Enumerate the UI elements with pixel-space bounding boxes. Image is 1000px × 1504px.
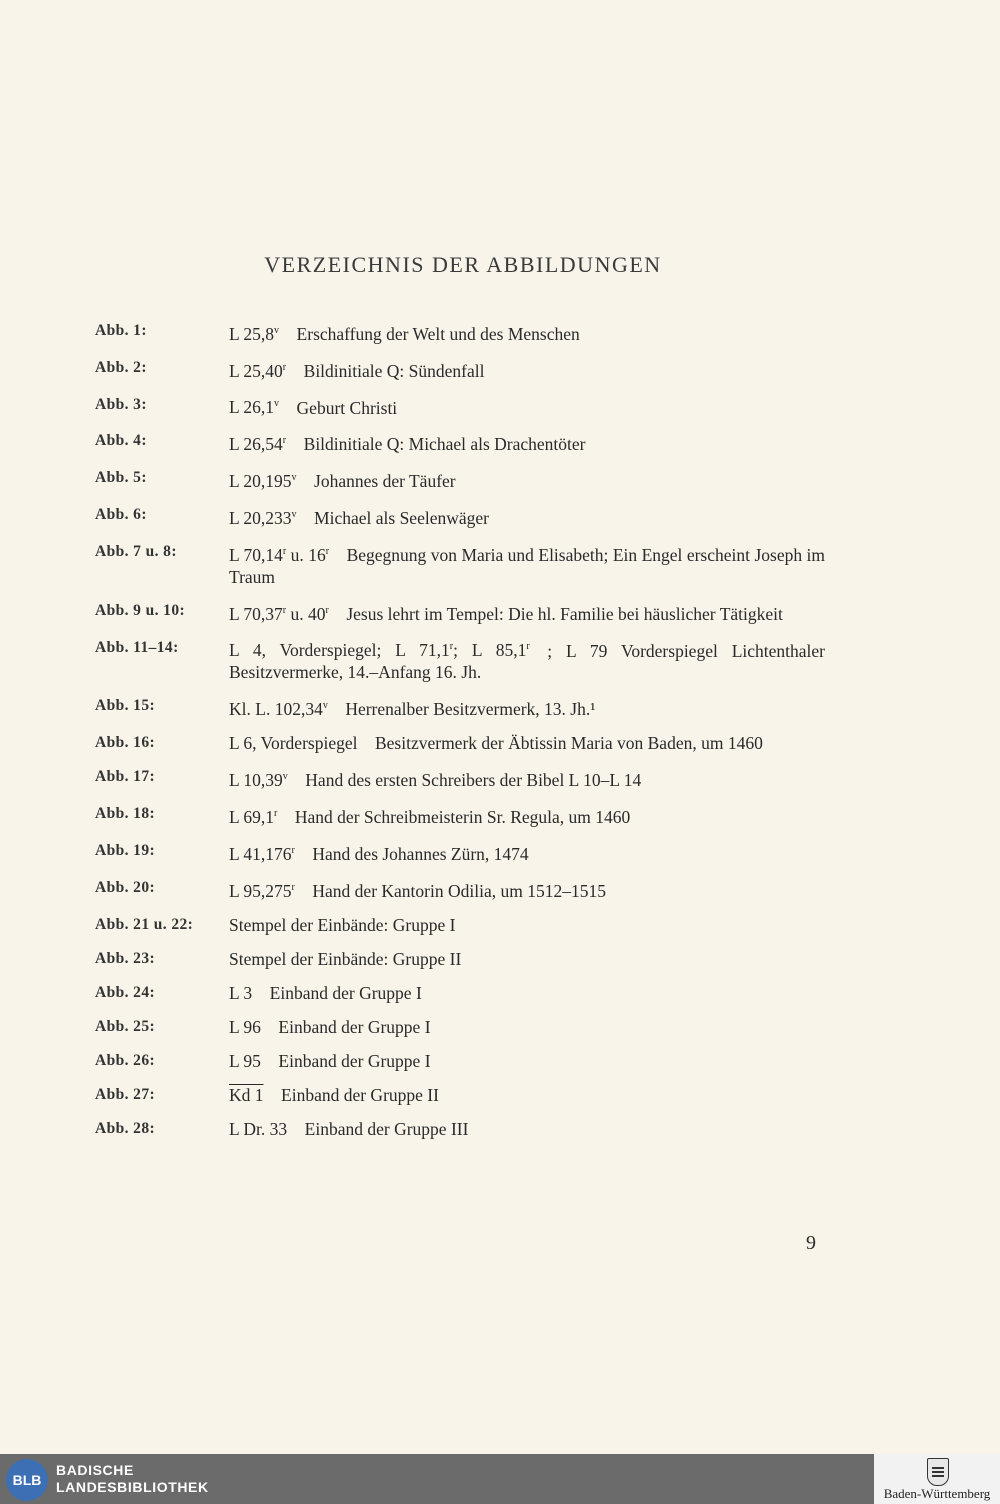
- footer-bar: [0, 1454, 1000, 1504]
- shelfmark: [229, 1119, 287, 1139]
- figure-title: Jesus lehrt im Tempel: Die hl. Familie bei häuslicher Tätigkeit: [346, 603, 783, 624]
- figure-label: Abb. 25:: [95, 1017, 156, 1035]
- figure-entry: [95, 766, 825, 791]
- figure-description: [229, 430, 825, 455]
- shelfmark-text: L 10,39: [229, 770, 283, 791]
- figure-label: Abb. 17:: [95, 768, 156, 786]
- figure-entry: [95, 637, 825, 684]
- state-name: Baden-Württemberg: [883, 1486, 991, 1501]
- figure-label: Abb. 11–14:: [95, 638, 179, 656]
- shelfmark-text-2: ; L 85,1: [453, 640, 527, 661]
- figure-label: Abb. 2:: [95, 358, 147, 376]
- shelfmark: [229, 733, 357, 753]
- figure-label: Abb. 16:: [95, 734, 156, 752]
- figure-label: Abb. 4:: [95, 432, 147, 450]
- figure-description: [229, 732, 825, 754]
- figure-label: Abb. 7 u. 8:: [95, 542, 177, 560]
- folio-side: r: [282, 361, 287, 373]
- shelfmark-text: L 95,275: [229, 880, 292, 901]
- shelfmark-text: L 95: [229, 1050, 261, 1071]
- figure-label: Abb. 15:: [95, 697, 156, 715]
- figure-entry: [95, 948, 825, 970]
- figure-title: Besitzvermerk der Äbtissin Maria von Baden, um 1460: [374, 733, 763, 754]
- figure-label: Abb. 6:: [95, 506, 147, 524]
- shelfmark: [229, 471, 297, 491]
- figure-title: Einband der Gruppe I: [278, 1050, 431, 1071]
- figure-title: Bildinitiale Q: Sündenfall: [303, 360, 485, 381]
- shelfmark: [229, 881, 295, 901]
- figure-label: Abb. 19:: [95, 841, 156, 859]
- shelfmark-text: L 25,40: [229, 360, 283, 381]
- figure-description: [229, 877, 825, 902]
- figure-title: Herrenalber Besitzvermerk, 13. Jh.¹: [345, 699, 596, 720]
- figure-description: [229, 541, 825, 588]
- figure-entry: [95, 394, 825, 419]
- figure-title: Begegnung von Maria und Elisabeth; Ein Engel erscheint Joseph im Traum: [229, 544, 826, 587]
- folio-side: r: [274, 808, 278, 820]
- figure-title: ; L 79 Vorderspiegel Lichtenthaler Besitzvermerke, 14.–Anfang 16. Jh.: [229, 640, 825, 683]
- figure-title: Michael als Seelenwäger: [314, 507, 489, 528]
- figure-description: [229, 695, 825, 720]
- shelfmark-text: L 3: [229, 982, 253, 1003]
- folio-side-2: r: [325, 604, 329, 616]
- figure-title: Einband der Gruppe III: [304, 1118, 469, 1139]
- shelfmark: [229, 361, 286, 381]
- shelfmark: [229, 1085, 264, 1105]
- folio-side: v: [282, 771, 288, 783]
- figure-label: Abb. 21 u. 22:: [95, 915, 194, 933]
- figure-label: Abb. 26:: [95, 1051, 156, 1069]
- figure-label: Abb. 23:: [95, 949, 156, 967]
- shelfmark-text: L 20,195: [229, 471, 292, 492]
- state-logo[interactable]: [874, 1454, 1000, 1504]
- figure-description: [229, 394, 825, 419]
- shelfmark-prefix: Kd 1: [229, 1084, 264, 1105]
- figure-entry: [95, 357, 825, 382]
- figure-title: Hand der Schreibmeisterin Sr. Regula, um 1460: [294, 806, 631, 827]
- figure-label: Abb. 3:: [95, 395, 147, 413]
- figure-description: [229, 467, 825, 492]
- folio-side: v: [322, 700, 328, 712]
- folio-side: v: [291, 509, 297, 521]
- shelfmark: [229, 983, 252, 1003]
- figure-title: Johannes der Täufer: [314, 471, 456, 492]
- figure-description: [229, 1084, 825, 1106]
- figure-description: [229, 357, 825, 382]
- figure-description: [229, 600, 825, 625]
- figure-label: Abb. 24:: [95, 983, 156, 1001]
- figure-entry: [95, 840, 825, 865]
- shelfmark: [229, 844, 295, 864]
- folio-side: v: [274, 398, 280, 410]
- figure-label: Abb. 18:: [95, 805, 156, 823]
- shelfmark-text: L 20,233: [229, 507, 292, 528]
- figure-title: Hand des ersten Schreibers der Bibel L 10–L 14: [305, 770, 642, 791]
- shelfmark: [229, 699, 328, 719]
- shelfmark-text: L 96: [229, 1016, 261, 1037]
- folio-side: v: [291, 472, 297, 484]
- figure-entry: [95, 504, 825, 529]
- figure-entry: [95, 467, 825, 492]
- figure-description: [229, 320, 825, 345]
- figure-title: Erschaffung der Welt und des Menschen: [296, 323, 580, 344]
- figure-entry: [95, 320, 825, 345]
- shelfmark: [229, 640, 530, 660]
- blb-logo[interactable]: BLB: [6, 1459, 48, 1501]
- figure-title: Hand der Kantorin Odilia, um 1512–1515: [312, 880, 606, 901]
- shelfmark: [229, 545, 329, 565]
- folio-side-2: r: [325, 545, 330, 557]
- shelfmark-text: L 4, Vorderspiegel; L 71,1: [229, 640, 450, 661]
- figure-title: Bildinitiale Q: Michael als Drachentöter: [303, 434, 586, 455]
- shelfmark-text-2: u. 16: [286, 544, 326, 565]
- figure-description: [229, 1016, 825, 1038]
- folio-side-2: r: [526, 641, 530, 653]
- figure-entry: [95, 732, 825, 754]
- folio-side: r: [282, 604, 287, 616]
- figure-description: [229, 1050, 825, 1072]
- figure-label: Abb. 1:: [95, 322, 147, 339]
- figure-label: Abb. 9 u. 10:: [95, 601, 186, 619]
- folio-side: r: [282, 435, 287, 447]
- shelfmark: [229, 397, 279, 417]
- coat-of-arms-icon: [927, 1458, 949, 1486]
- shelfmark-text: L 25,8: [229, 323, 275, 344]
- shelfmark-text: L 41,176: [229, 843, 292, 864]
- figure-entry: [95, 600, 825, 625]
- page-title: VERZEICHNIS DER ABBILDUNGEN: [264, 252, 662, 277]
- folio-side: v: [274, 325, 280, 336]
- figure-description: [229, 1118, 825, 1140]
- figure-title: Hand des Johannes Zürn, 1474: [312, 843, 529, 864]
- shelfmark: [229, 807, 277, 827]
- figure-description: [229, 840, 825, 865]
- figure-description: [229, 914, 825, 936]
- shelfmark-text: L 70,37: [229, 603, 283, 624]
- shelfmark: [229, 324, 279, 344]
- figure-entry: [95, 877, 825, 902]
- library-name[interactable]: [56, 1462, 209, 1496]
- figure-title: Stempel der Einbände: Gruppe II: [229, 948, 462, 969]
- figure-entry: [95, 982, 825, 1004]
- figure-entry: [95, 1016, 825, 1038]
- figure-entry: [95, 1050, 825, 1072]
- shelfmark: [229, 604, 329, 624]
- figure-description: [229, 948, 825, 970]
- shelfmark-text: L 6, Vorderspiegel: [229, 733, 358, 754]
- figure-label: Abb. 27:: [95, 1085, 156, 1103]
- figure-entry: [95, 1118, 825, 1140]
- figure-description: [229, 803, 825, 828]
- folio-side: r: [291, 844, 295, 856]
- figure-entry: [95, 914, 825, 936]
- figure-description: [229, 766, 825, 791]
- figure-label: Abb. 28:: [95, 1119, 156, 1137]
- shelfmark-text: L Dr. 33: [229, 1118, 288, 1139]
- shelfmark-text: Kl. L. 102,34: [229, 699, 323, 720]
- shelfmark-text-2: u. 40: [286, 603, 326, 624]
- folio-side: r: [291, 881, 295, 893]
- library-name-line1: BADISCHE: [56, 1462, 134, 1478]
- shelfmark-text: L 69,1: [229, 806, 275, 827]
- shelfmark: [229, 1017, 261, 1037]
- folio-side: r: [449, 641, 454, 653]
- shelfmark-text: L 26,54: [229, 434, 283, 455]
- shelfmark: [229, 508, 297, 528]
- figure-title: Einband der Gruppe I: [269, 982, 422, 1003]
- shelfmark-text: L 70,14: [229, 544, 283, 565]
- figure-description: [229, 982, 825, 1004]
- shelfmark: [229, 434, 286, 454]
- figure-title: Einband der Gruppe I: [278, 1016, 431, 1037]
- figure-entry: [95, 695, 825, 720]
- figure-description: [229, 637, 825, 684]
- figure-title: Einband der Gruppe II: [281, 1084, 439, 1105]
- shelfmark: [229, 1051, 261, 1071]
- figure-entry: [95, 803, 825, 828]
- figure-description: [229, 504, 825, 529]
- shelfmark: [229, 770, 288, 790]
- figure-title: Geburt Christi: [296, 397, 398, 418]
- figure-entry: [95, 541, 825, 588]
- figure-list: [95, 320, 825, 1152]
- figure-entry: [95, 430, 825, 455]
- library-name-line2: LANDESBIBLIOTHEK: [56, 1479, 209, 1495]
- figure-title: Stempel der Einbände: Gruppe I: [229, 914, 456, 935]
- page-number: 9: [806, 1232, 816, 1254]
- folio-side: r: [282, 545, 287, 557]
- figure-label: Abb. 5:: [95, 469, 147, 487]
- figure-entry: [95, 1084, 825, 1106]
- shelfmark-text: L 26,1: [229, 397, 275, 418]
- figure-label: Abb. 20:: [95, 878, 156, 896]
